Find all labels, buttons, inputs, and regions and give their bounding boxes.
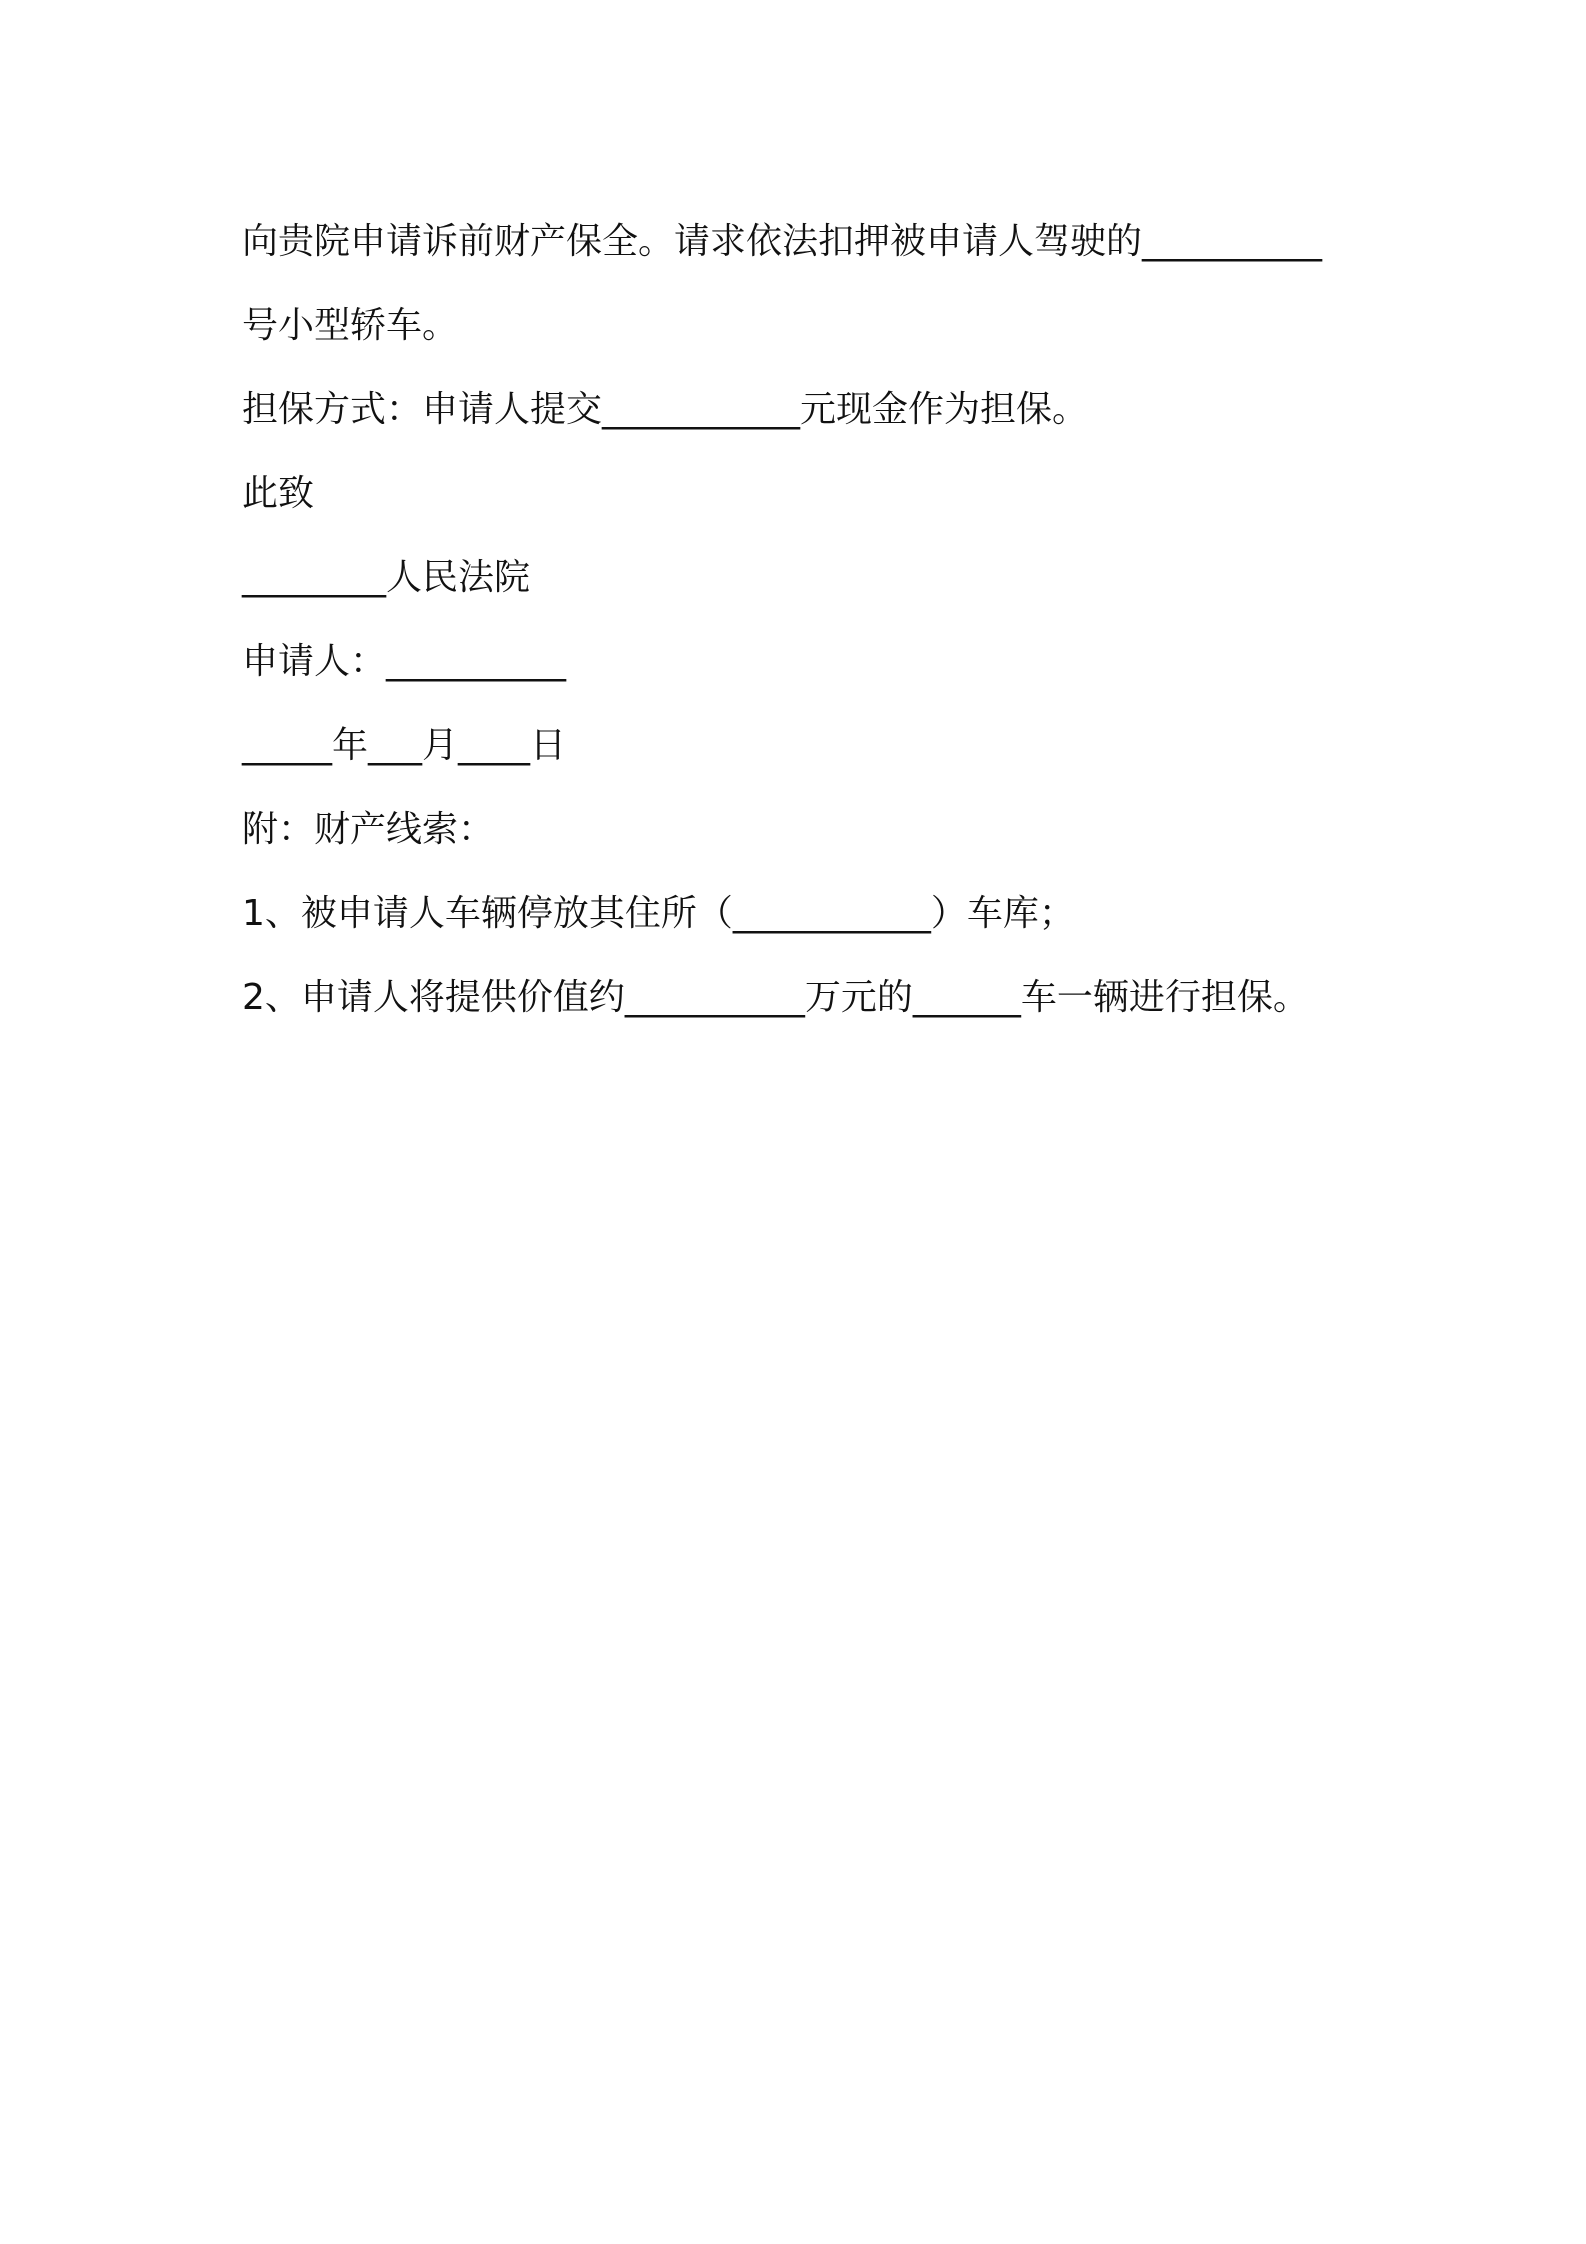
guarantee-method-line: 担保方式：申请人提交___________元现金作为担保。 (242, 389, 1089, 430)
preservation-request-line: 向贵院申请诉前财产保全。请求依法扣押被申请人驾驶的__________ (242, 221, 1323, 262)
property-clue-item-2: 2、申请人将提供价值约__________万元的______车一辆进行担保。 (242, 977, 1309, 1018)
property-clue-item-1: 1、被申请人车辆停放其住所（___________）车库； (242, 893, 1075, 934)
vehicle-type-line: 号小型轿车。 (242, 305, 459, 346)
appendix-heading: 附：财产线索： (242, 809, 495, 850)
court-name-line: ________人民法院 (242, 557, 531, 598)
salutation-line: 此致 (242, 473, 315, 514)
applicant-signature-line: 申请人：__________ (242, 641, 567, 682)
date-line: _____年___月____日 (242, 725, 567, 766)
document-body (242, 200, 1362, 1040)
